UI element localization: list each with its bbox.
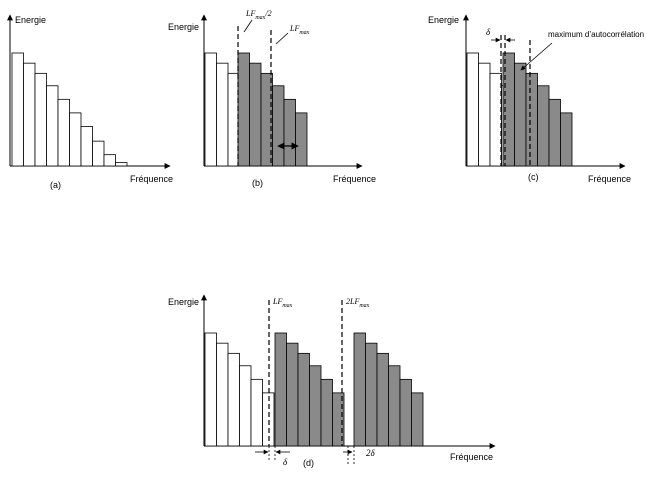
panel-b-y-label: Energie <box>168 22 200 32</box>
panel-c-shifted-bar-1 <box>515 63 527 166</box>
panel-d-copy1-bar-0 <box>275 333 287 446</box>
panel-d-copy1-bar-1 <box>287 343 299 446</box>
panel-d-bar-2 <box>228 353 240 446</box>
panel-c-annotation: maximum d’autocorrélation <box>548 30 645 39</box>
panel-d-copy2-bar-0 <box>354 333 366 446</box>
panel-d-copy1-bar-3 <box>310 366 322 446</box>
panel-d-caption: (d) <box>303 458 314 468</box>
panel-d-copy2-bar-1 <box>366 343 378 446</box>
panel-b-x-label: Fréquence <box>333 174 377 184</box>
panel-b-shifted-bar-0 <box>238 53 250 166</box>
panel-b-shifted-bar-4 <box>284 99 296 166</box>
panel-d-copy2-bar-5 <box>412 393 424 446</box>
panel-b-shifted-bar-3 <box>273 86 285 166</box>
panel-d-bar-4 <box>251 379 263 446</box>
panel-d-delta-label: δ <box>283 457 288 467</box>
panel-a-bar-8 <box>104 155 116 166</box>
panel-c-bars <box>467 53 572 166</box>
panel-d-lf-max-label: $LF_{max}$ <box>273 297 293 309</box>
panel-a-bar-9 <box>116 163 128 166</box>
panel-c-annotation-pointer <box>521 43 552 70</box>
panel-d <box>168 295 495 468</box>
panel-a-y-label: Energie <box>15 15 47 25</box>
panel-b-caption: (b) <box>252 178 263 188</box>
panel-a-bar-2 <box>35 73 47 166</box>
panel-d-2lf-max-label: $2LF_{max}$ <box>346 297 370 309</box>
panel-d-bar-1 <box>217 343 229 446</box>
panel-b <box>168 9 376 188</box>
panel-c-x-label: Fréquence <box>588 174 632 184</box>
panel-b-bar-1 <box>217 63 229 166</box>
panel-b-lf-half-label: $LF_{max}/2$ <box>246 9 272 21</box>
panel-a-bar-0 <box>12 53 24 166</box>
panel-c-y-label: Energie <box>428 15 460 25</box>
panel-c-bar-0 <box>467 53 479 166</box>
panel-b-lf-max-label: $LF_{max}$ <box>290 24 310 36</box>
panel-d-copy1-bar-4 <box>321 379 333 446</box>
panel-b-shifted-bar-1 <box>250 63 262 166</box>
panel-c-shifted-bar-3 <box>538 86 550 166</box>
panel-d-bar-5 <box>263 393 275 446</box>
panel-d-bar-0 <box>205 333 217 446</box>
panel-b-lf-half-pointer <box>244 20 252 32</box>
panel-a-bar-7 <box>93 141 105 166</box>
panel-d-copy2-bar-3 <box>389 366 401 446</box>
panel-d-bars <box>205 333 423 446</box>
panel-d-copy2-bar-4 <box>400 379 412 446</box>
panel-a-caption: (a) <box>50 180 61 190</box>
panel-d-copy2-bar-2 <box>377 353 389 446</box>
panel-c-shifted-bar-5 <box>561 113 573 166</box>
panel-c-shifted-bar-4 <box>549 99 561 166</box>
panel-c-bar-2 <box>490 73 502 166</box>
panel-d-y-label: Energie <box>168 297 200 307</box>
panel-b-bar-0 <box>205 53 217 166</box>
panel-c-bar-1 <box>479 63 491 166</box>
panel-b-shifted-bar-5 <box>296 113 308 166</box>
panel-d-copy1-bar-2 <box>298 353 310 446</box>
panel-d-bar-3 <box>240 366 252 446</box>
panel-c-delta-label: δ <box>486 27 491 37</box>
panel-a-bar-6 <box>81 126 93 166</box>
panel-b-bars <box>205 53 307 166</box>
panel-a-bar-4 <box>58 99 70 166</box>
panel-c <box>428 15 644 184</box>
panel-d-2delta-label: 2δ <box>366 448 375 458</box>
panel-d-x-label: Fréquence <box>450 452 494 462</box>
panel-a-bar-1 <box>24 63 36 166</box>
panel-b-lf-max-pointer <box>276 33 288 44</box>
panel-a-bar-3 <box>47 86 59 166</box>
panel-c-shifted-bar-2 <box>526 73 538 166</box>
panel-a <box>10 15 173 190</box>
panel-a-bars <box>12 53 127 166</box>
panel-a-bar-5 <box>70 113 82 166</box>
panel-c-caption: (c) <box>528 172 539 182</box>
panel-a-x-label: Fréquence <box>130 174 174 184</box>
